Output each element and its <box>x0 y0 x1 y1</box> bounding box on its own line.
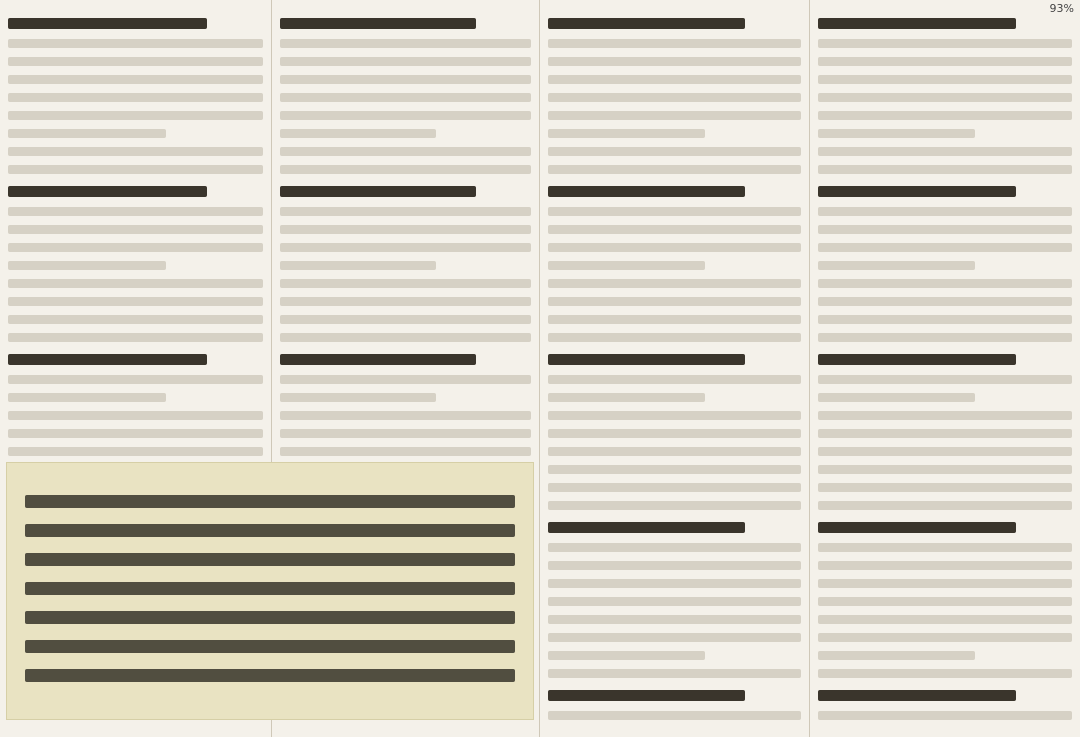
text-line-placeholder <box>8 225 263 234</box>
text-line-placeholder <box>280 447 531 456</box>
text-line-placeholder <box>818 483 1072 492</box>
text-line-placeholder <box>548 333 801 342</box>
subheading-placeholder <box>818 354 1016 365</box>
text-line-placeholder <box>548 261 705 270</box>
text-line-placeholder <box>8 129 166 138</box>
text-line-placeholder <box>8 93 263 102</box>
text-line-placeholder <box>818 225 1072 234</box>
text-line-placeholder <box>548 615 801 624</box>
text-line-placeholder <box>280 333 531 342</box>
subheading-placeholder <box>548 186 745 197</box>
text-line-placeholder <box>8 333 263 342</box>
text-line-placeholder <box>548 111 801 120</box>
text-line-placeholder <box>280 57 531 66</box>
text-line-placeholder <box>280 39 531 48</box>
text-line-placeholder <box>818 147 1072 156</box>
text-line-placeholder <box>548 465 801 474</box>
text-line-placeholder <box>548 393 705 402</box>
text-line-placeholder <box>548 669 801 678</box>
text-line-placeholder <box>818 393 975 402</box>
text-line-placeholder <box>818 111 1072 120</box>
text-line-placeholder <box>280 279 531 288</box>
quote-line-placeholder <box>25 553 515 566</box>
text-line-placeholder <box>818 447 1072 456</box>
text-line-placeholder <box>280 165 531 174</box>
text-line-placeholder <box>280 129 436 138</box>
battery-indicator: 93% <box>1049 2 1074 15</box>
subheading-placeholder <box>818 186 1016 197</box>
subheading-placeholder <box>818 18 1016 29</box>
text-line-placeholder <box>280 375 531 384</box>
text-line-placeholder <box>280 207 531 216</box>
text-line-placeholder <box>548 225 801 234</box>
text-line-placeholder <box>280 411 531 420</box>
quote-line-placeholder <box>25 524 515 537</box>
subheading-placeholder <box>548 690 745 701</box>
text-line-placeholder <box>548 711 801 720</box>
text-line-placeholder <box>280 393 436 402</box>
text-line-placeholder <box>8 147 263 156</box>
text-line-placeholder <box>548 129 705 138</box>
text-line-placeholder <box>548 93 801 102</box>
quote-line-placeholder <box>25 495 515 508</box>
text-line-placeholder <box>8 279 263 288</box>
text-line-placeholder <box>8 315 263 324</box>
text-line-placeholder <box>818 561 1072 570</box>
text-line-placeholder <box>818 57 1072 66</box>
text-line-placeholder <box>548 447 801 456</box>
text-line-placeholder <box>8 111 263 120</box>
text-line-placeholder <box>548 315 801 324</box>
text-line-placeholder <box>548 483 801 492</box>
text-line-placeholder <box>8 243 263 252</box>
text-line-placeholder <box>818 411 1072 420</box>
subheading-placeholder <box>548 522 745 533</box>
subheading-placeholder <box>280 354 476 365</box>
text-line-placeholder <box>548 279 801 288</box>
text-line-placeholder <box>548 501 801 510</box>
text-line-placeholder <box>548 561 801 570</box>
text-line-placeholder <box>818 39 1072 48</box>
text-line-placeholder <box>818 165 1072 174</box>
pull-quote-box <box>6 462 534 720</box>
subheading-placeholder <box>8 18 207 29</box>
text-line-placeholder <box>280 297 531 306</box>
text-line-placeholder <box>818 261 975 270</box>
text-line-placeholder <box>280 111 531 120</box>
subheading-placeholder <box>818 690 1016 701</box>
text-line-placeholder <box>818 579 1072 588</box>
text-line-placeholder <box>818 315 1072 324</box>
text-line-placeholder <box>280 429 531 438</box>
text-line-placeholder <box>280 261 436 270</box>
text-line-placeholder <box>8 375 263 384</box>
text-line-placeholder <box>548 579 801 588</box>
text-line-placeholder <box>280 225 531 234</box>
subheading-placeholder <box>8 186 207 197</box>
text-line-placeholder <box>548 39 801 48</box>
text-line-placeholder <box>548 411 801 420</box>
text-line-placeholder <box>8 57 263 66</box>
text-line-placeholder <box>8 261 166 270</box>
text-line-placeholder <box>818 597 1072 606</box>
text-line-placeholder <box>818 615 1072 624</box>
text-line-placeholder <box>280 243 531 252</box>
text-line-placeholder <box>280 93 531 102</box>
quote-line-placeholder <box>25 640 515 653</box>
text-line-placeholder <box>818 651 975 660</box>
text-line-placeholder <box>818 711 1072 720</box>
text-line-placeholder <box>548 297 801 306</box>
text-line-placeholder <box>818 543 1072 552</box>
text-line-placeholder <box>548 147 801 156</box>
text-line-placeholder <box>280 75 531 84</box>
text-line-placeholder <box>818 243 1072 252</box>
text-line-placeholder <box>8 447 263 456</box>
text-line-placeholder <box>818 207 1072 216</box>
text-line-placeholder <box>818 465 1072 474</box>
text-line-placeholder <box>818 279 1072 288</box>
text-line-placeholder <box>280 147 531 156</box>
text-line-placeholder <box>548 57 801 66</box>
text-line-placeholder <box>818 633 1072 642</box>
quote-line-placeholder <box>25 669 515 682</box>
text-line-placeholder <box>8 297 263 306</box>
text-line-placeholder <box>8 429 263 438</box>
quote-line-placeholder <box>25 611 515 624</box>
text-line-placeholder <box>548 633 801 642</box>
column-3 <box>540 0 810 737</box>
text-line-placeholder <box>548 429 801 438</box>
text-line-placeholder <box>818 501 1072 510</box>
text-line-placeholder <box>548 75 801 84</box>
text-line-placeholder <box>8 165 263 174</box>
text-line-placeholder <box>8 75 263 84</box>
text-line-placeholder <box>8 411 263 420</box>
text-line-placeholder <box>818 297 1072 306</box>
text-line-placeholder <box>818 129 975 138</box>
text-line-placeholder <box>548 375 801 384</box>
text-line-placeholder <box>8 207 263 216</box>
subheading-placeholder <box>818 522 1016 533</box>
quote-line-placeholder <box>25 582 515 595</box>
text-line-placeholder <box>8 39 263 48</box>
text-line-placeholder <box>548 597 801 606</box>
text-line-placeholder <box>818 429 1072 438</box>
text-line-placeholder <box>818 669 1072 678</box>
text-line-placeholder <box>818 333 1072 342</box>
subheading-placeholder <box>548 354 745 365</box>
text-line-placeholder <box>280 315 531 324</box>
subheading-placeholder <box>280 186 476 197</box>
text-line-placeholder <box>548 165 801 174</box>
text-line-placeholder <box>818 75 1072 84</box>
text-line-placeholder <box>548 207 801 216</box>
text-line-placeholder <box>818 93 1072 102</box>
text-line-placeholder <box>548 543 801 552</box>
text-line-placeholder <box>818 375 1072 384</box>
subheading-placeholder <box>8 354 207 365</box>
column-4 <box>810 0 1080 737</box>
text-line-placeholder <box>548 651 705 660</box>
text-line-placeholder <box>8 393 166 402</box>
text-line-placeholder <box>548 243 801 252</box>
subheading-placeholder <box>548 18 745 29</box>
subheading-placeholder <box>280 18 476 29</box>
